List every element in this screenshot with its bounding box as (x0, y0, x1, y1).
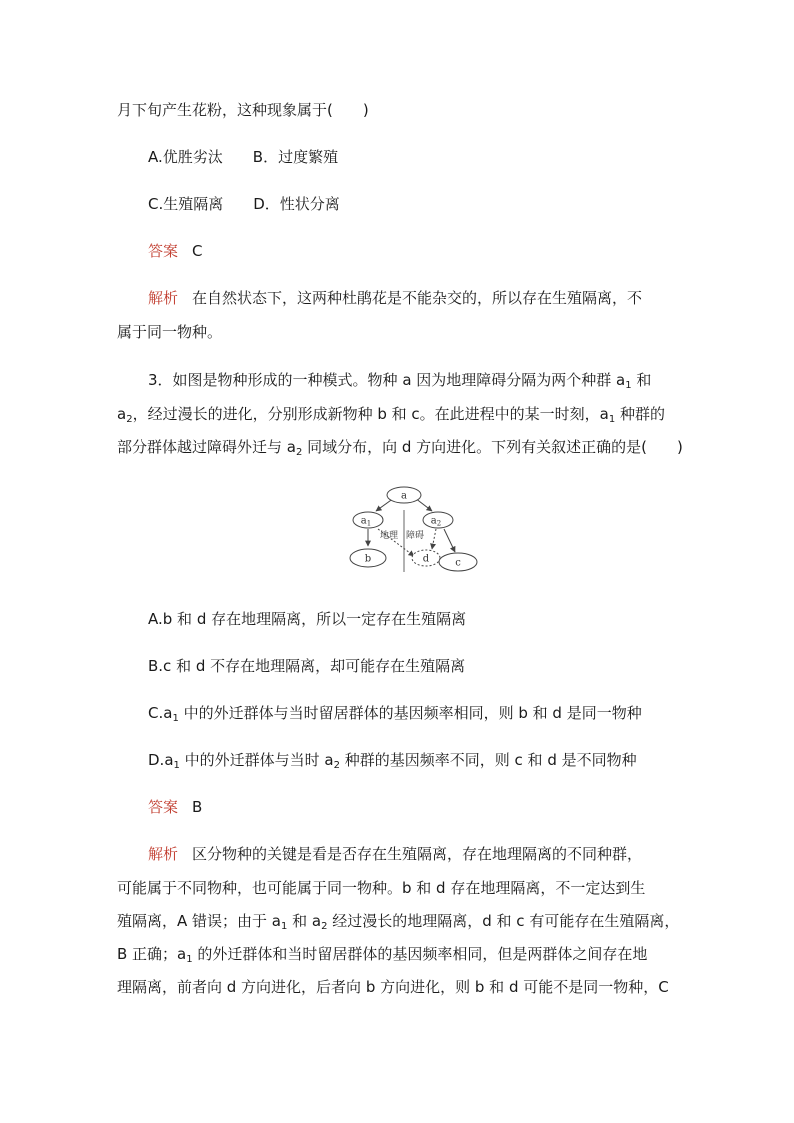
answer-label: 答案 (148, 242, 179, 260)
q2-option-d: D．性状分离 (253, 195, 340, 213)
svg-text:d: d (422, 553, 430, 565)
analysis-label: 解析 (148, 289, 179, 307)
barrier-label-left: 地理 (380, 531, 399, 541)
q3-stem-line-1: 3．如图是物种形成的一种模式。物种 a 因为地理障碍分隔为两个种群 $a_1$ 和 (148, 371, 652, 391)
q2-option-c: C.生殖隔离 (148, 195, 224, 213)
q3-stem-line-2: $a_2$，经过漫长的进化，分别形成新物种 b 和 c。在此进程中的某一时刻，$a_1$ 种群的 (117, 405, 666, 425)
q2-stem-continuation: 月下旬产生花粉，这种现象属于( ) (117, 101, 369, 119)
q2-analysis-line-1: 解析 在自然状态下，这两种杜鹃花是不能杂交的，所以存在生殖隔离，不 (148, 289, 643, 307)
q3-option-b: B.c 和 d 不存在地理隔离，却可能存在生殖隔离 (148, 657, 466, 675)
svg-text:a2: $a_2$ (430, 515, 442, 528)
q2-option-b: B．过度繁殖 (252, 148, 339, 166)
q3-analysis-line-5: 理隔离，前者向 d 方向进化，后者向 b 方向进化，则 b 和 d 可能不是同一物种，C (117, 978, 669, 996)
answer-value: C (192, 242, 203, 260)
q3-stem-line-3: 部分群体越过障碍外迁与 $a_2$ 同域分布，向 d 方向进化。下列有关叙述正确的是( ) (117, 438, 683, 458)
q2-options-row-1 (148, 147, 338, 167)
q3-option-d: $D.a_1$ 中的外迁群体与当时 $a_2$ 种群的基因频率不同，则 c 和 d 是不同物种 (148, 751, 637, 771)
svg-text:a1: $a_1$ (360, 515, 372, 528)
answer-label: 答案 (148, 798, 179, 816)
q3-analysis-line-4: B 正确；$a_1$ 的外迁群体和当时留居群体的基因频率相同，但是两群体之间存在地 (117, 945, 648, 965)
q3-analysis-line-2: 可能属于不同物种，也可能属于同一物种。b 和 d 存在地理隔离，不一定达到生 (117, 879, 646, 897)
q3-option-a: A.b 和 d 存在地理隔离，所以一定存在生殖隔离 (148, 610, 467, 628)
q3-analysis-line-3: 殖隔离，A 错误；由于 $a_1$ 和 $a_2$ 经过漫长的地理隔离，d 和 c 有可能存在生殖隔离， (117, 912, 680, 932)
q2-options-row-2 (148, 194, 340, 214)
barrier-label-right: 障碍 (406, 531, 425, 541)
analysis-label: 解析 (148, 845, 179, 863)
svg-text:a: a (401, 490, 407, 502)
q2-analysis-line-2: 属于同一物种。 (117, 323, 223, 341)
answer-value: B (192, 798, 203, 816)
q2-option-a: A.优胜劣汰 (148, 148, 223, 166)
svg-text:b: b (364, 553, 372, 565)
q3-option-c: $C.a_1$ 中的外迁群体与当时留居群体的基因频率相同，则 b 和 d 是同一物种 (148, 704, 642, 724)
svg-text:c: c (455, 557, 461, 569)
q3-answer (148, 797, 202, 817)
q3-analysis-line-1: 解析 区分物种的关键是看是否存在生殖隔离，存在地理隔离的不同种群， (148, 845, 643, 863)
q2-answer (148, 241, 203, 261)
speciation-diagram (336, 482, 486, 576)
